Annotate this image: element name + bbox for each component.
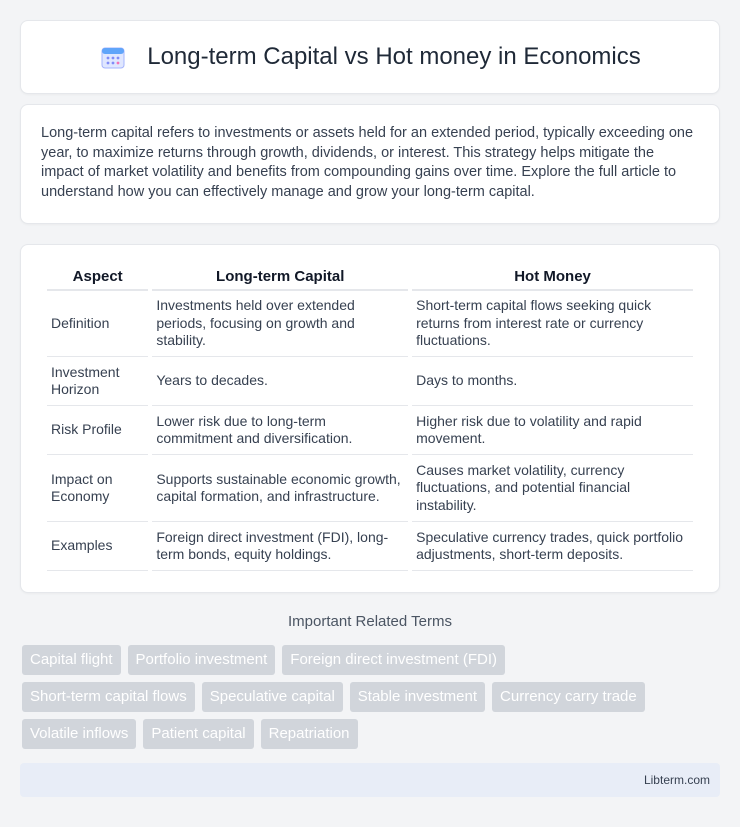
related-terms-tags: [22, 645, 722, 749]
row-aspect: Investment Horizon: [47, 357, 148, 406]
intro-card: [20, 104, 720, 224]
table-row: [47, 291, 693, 357]
row-aspect: Impact on Economy: [47, 455, 148, 522]
tag-patient-capital[interactable]: Patient capital: [143, 719, 253, 749]
header-long-term-capital: Long-term Capital: [152, 265, 408, 291]
tag-fdi[interactable]: Foreign direct investment (FDI): [282, 645, 505, 675]
comparison-table-card: [20, 244, 720, 593]
footer: [20, 763, 720, 797]
tag-stable-investment[interactable]: Stable investment: [350, 682, 485, 712]
calendar-icon: [99, 43, 127, 71]
row-long-term: Foreign direct investment (FDI), long-term bonds, equity holdings.: [152, 522, 408, 571]
table-row: [47, 522, 693, 571]
table-row: [47, 455, 693, 522]
row-hot-money: Days to months.: [412, 357, 693, 406]
row-aspect: Examples: [47, 522, 148, 571]
header-hot-money: Hot Money: [412, 265, 693, 291]
intro-text: Long-term capital refers to investments or assets held for an extended period, typically exceeding one year, to maximize returns through growth, dividends, or interest. This strategy helps mitigate the impact of market volatility and benefits from compounding gains over time. Explore the full article to understand how you can effectively manage and grow your long-term capital.: [41, 125, 694, 200]
related-terms-title: Important Related Terms: [288, 613, 452, 630]
tag-repatriation[interactable]: Repatriation: [261, 719, 358, 749]
table-row: [47, 357, 693, 406]
row-long-term: Investments held over extended periods, focusing on growth and stability.: [152, 291, 408, 357]
row-hot-money: Short-term capital flows seeking quick returns from interest rate or currency fluctuations.: [412, 291, 693, 357]
row-hot-money: Speculative currency trades, quick portfolio adjustments, short-term deposits.: [412, 522, 693, 571]
row-aspect: Risk Profile: [47, 406, 148, 455]
comparison-table: [43, 265, 697, 571]
tag-volatile-inflows[interactable]: Volatile inflows: [22, 719, 136, 749]
tag-portfolio-investment[interactable]: Portfolio investment: [128, 645, 276, 675]
table-row: [47, 406, 693, 455]
footer-brand[interactable]: Libterm.com: [643, 773, 710, 787]
header-card: [20, 20, 720, 94]
row-hot-money: Causes market volatility, currency fluctuations, and potential financial instability.: [412, 455, 693, 522]
tag-short-term-capital-flows[interactable]: Short-term capital flows: [22, 682, 195, 712]
tag-currency-carry-trade[interactable]: Currency carry trade: [492, 682, 645, 712]
page-title: Long-term Capital vs Hot money in Economics: [147, 43, 641, 70]
table-header-row: [47, 265, 693, 291]
row-aspect: Definition: [47, 291, 148, 357]
row-long-term: Supports sustainable economic growth, capital formation, and infrastructure.: [152, 455, 408, 522]
row-long-term: Years to decades.: [152, 357, 408, 406]
header-aspect: Aspect: [47, 265, 148, 291]
row-hot-money: Higher risk due to volatility and rapid movement.: [412, 406, 693, 455]
row-long-term: Lower risk due to long-term commitment and diversification.: [152, 406, 408, 455]
tag-capital-flight[interactable]: Capital flight: [22, 645, 121, 675]
tag-speculative-capital[interactable]: Speculative capital: [202, 682, 343, 712]
